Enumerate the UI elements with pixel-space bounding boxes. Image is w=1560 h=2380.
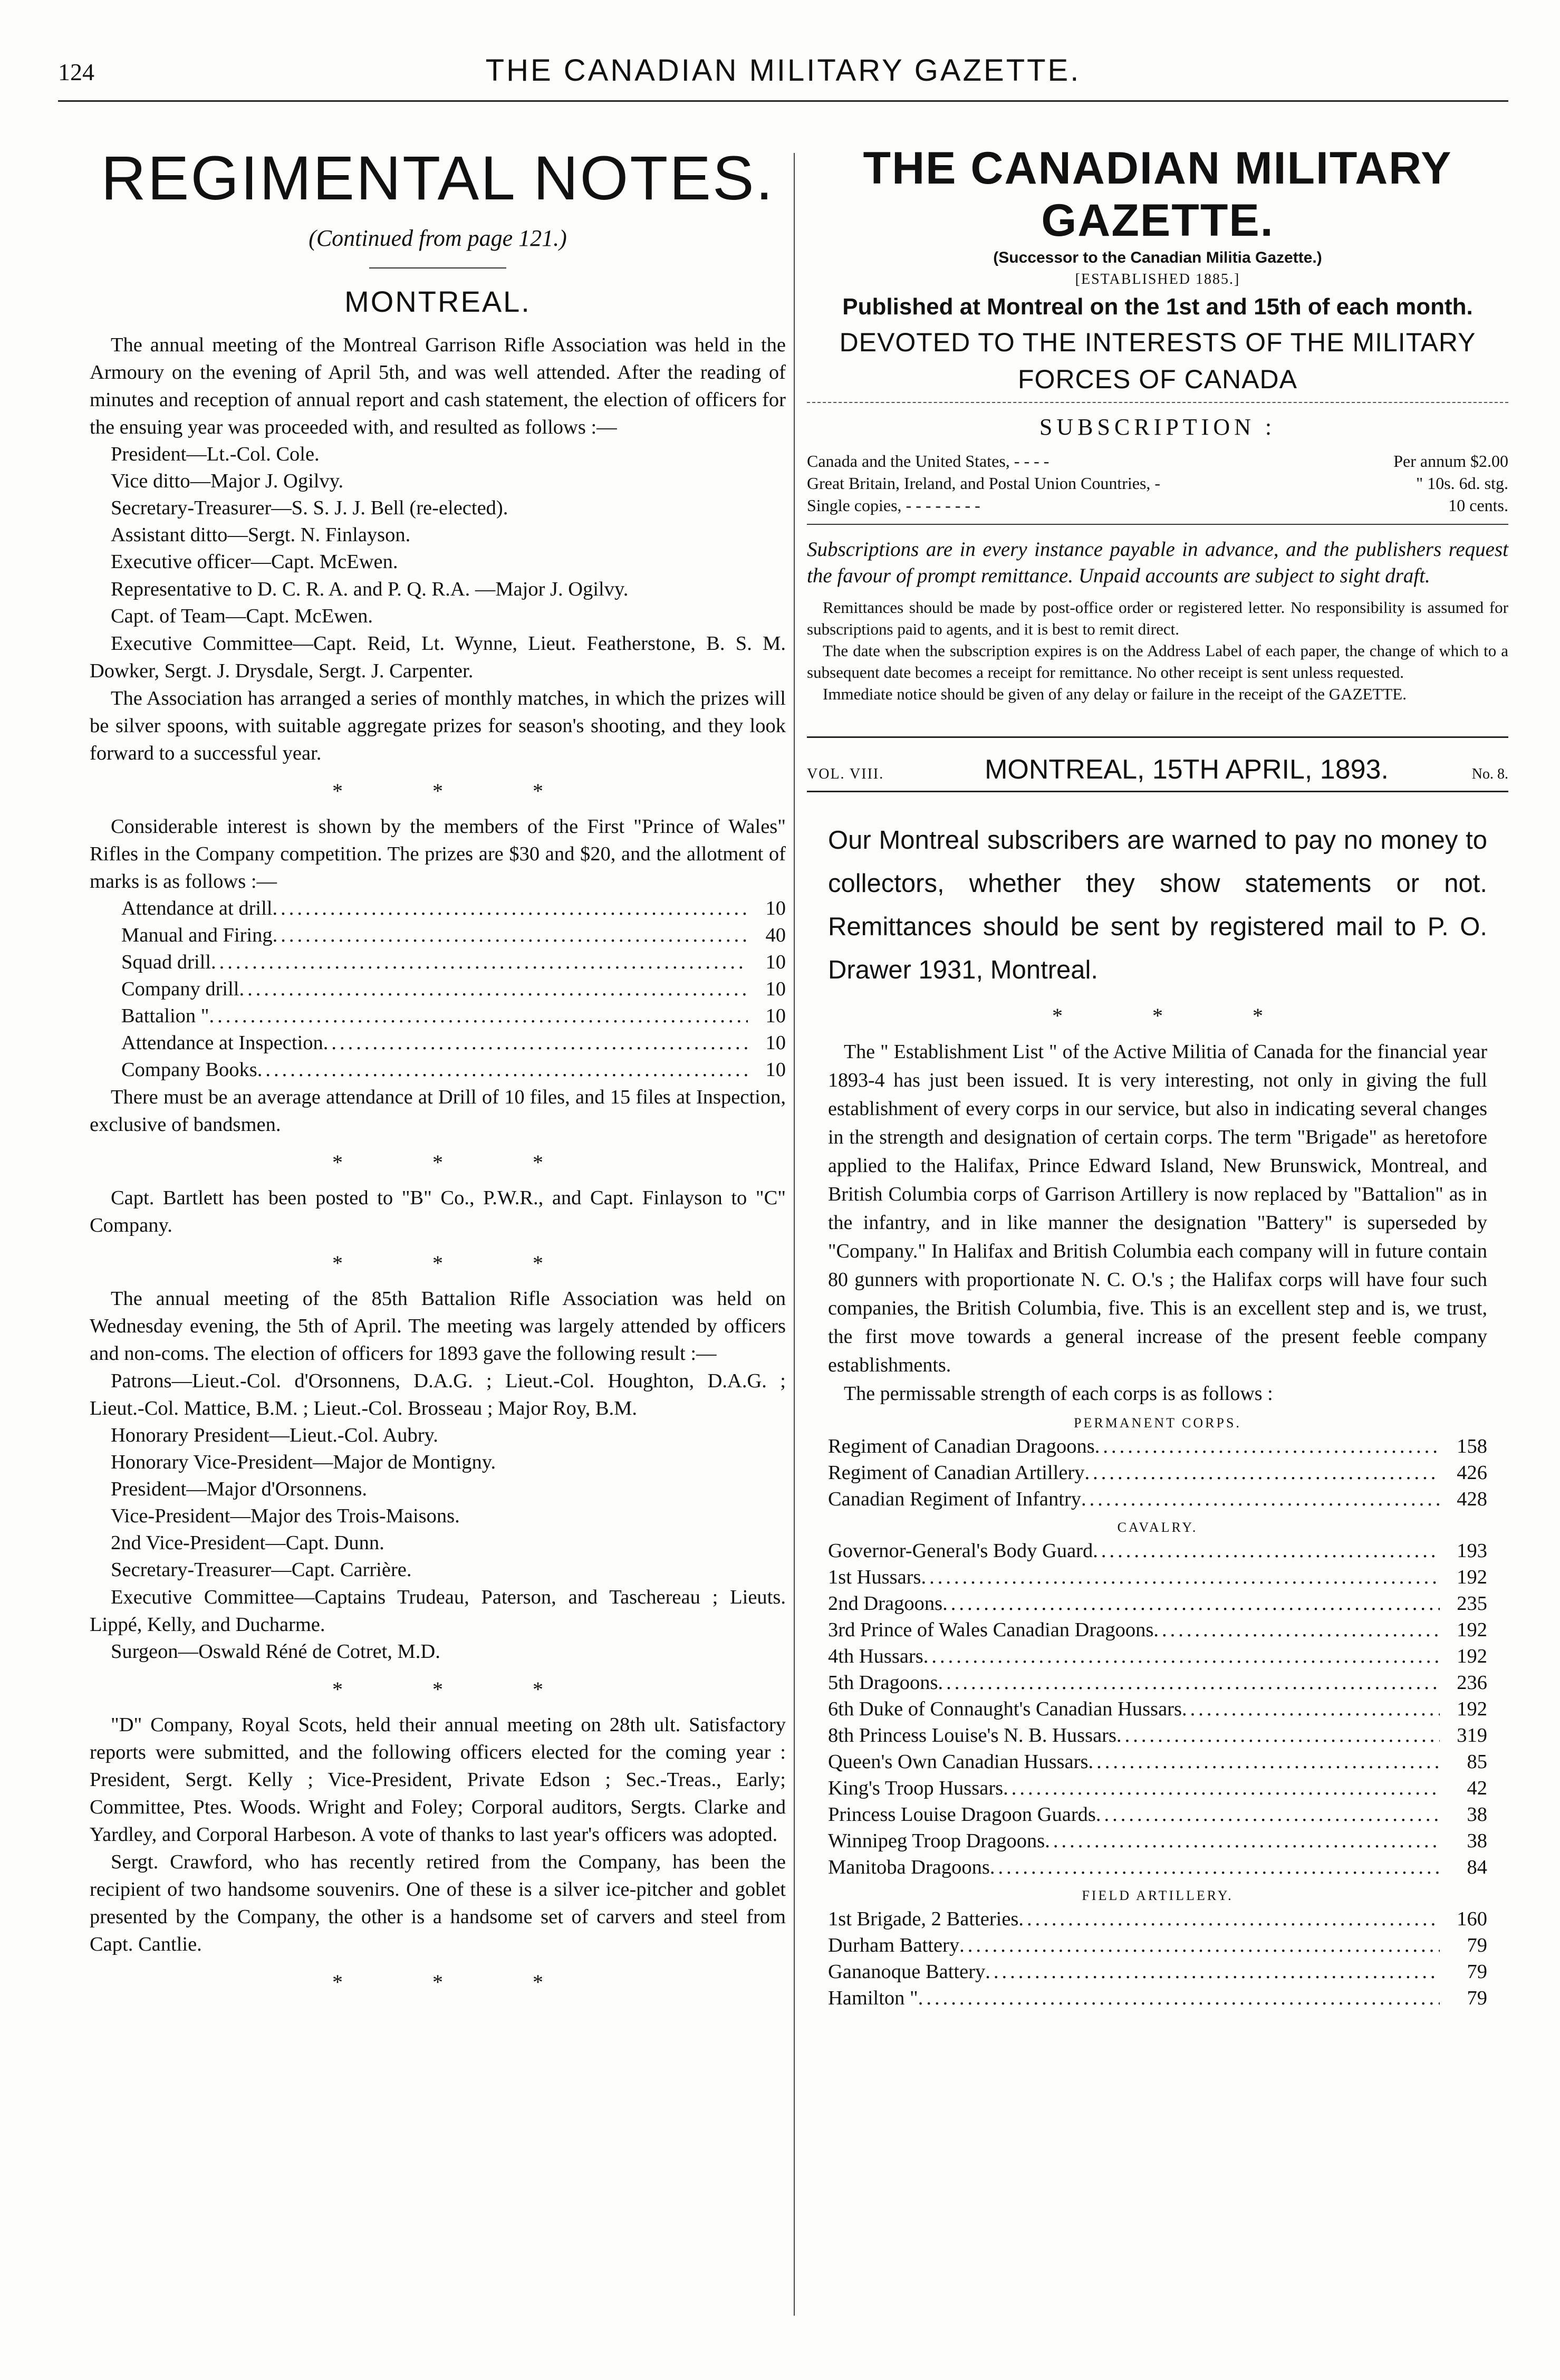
remittance-note: Remittances should be made by post-office order or registered letter. No responsibility is assumed for subscriptions paid to agents, and it is best to remit direct. [807,598,1508,638]
list-item: Vice ditto—Major J. Ogilvy. [111,470,344,492]
table-row [807,450,1508,472]
masthead-published: Published at Montreal on the 1st and 15th of each month. [842,294,1473,320]
section-break: * * * [332,1251,585,1275]
row-value: 319 [1457,1724,1487,1746]
table-row [807,494,1508,516]
list-item: Patrons—Lieut.-Col. d'Orsonnens, D.A.G. ; Lieut.-Col. Houghton, D.A.G. ; Lieut.-Col. Mattice, B.M. ; Lieut.-Col. Brosseau ; Major Roy, B.M. [90,1370,786,1419]
row-label: Company Books [121,1059,257,1081]
list-item: Secretary-Treasurer—S. S. J. J. Bell (re-elected). [111,497,508,519]
row-value: 10 [765,1005,786,1027]
list-item: Executive Committee—Capt. Reid, Lt. Wynne, Lieut. Featherstone, B. S. M. Dowker, Sergt. J. Drysdale, Sergt. J. Carpenter. [90,632,786,682]
divider [807,736,1508,738]
list-item: Vice-President—Major des Trois-Maisons. [111,1505,460,1527]
permanent-corps-table [807,1433,1508,1512]
list-item: Representative to D. C. R. A. and P. Q. R.A. —Major J. Ogilvy. [111,578,629,600]
section-break: * * * [332,1970,585,1994]
section-break: * * * [332,779,585,803]
row-label: Hamilton " [828,1987,918,2009]
table-row [90,1030,786,1057]
running-head [58,53,1508,100]
cavalry-table [807,1538,1508,1880]
list-item: Executive Committee—Captains Trudeau, Paterson, and Taschereau ; Lieuts. Lippé, Kelly, and Ducharme. [90,1586,786,1636]
rates-table [807,450,1508,516]
row-value: 79 [1467,1987,1487,2009]
paragraph: The annual meeting of the 85th Battalion Rifle Association was held on Wednesday evening, the 5th of April. The meeting was largely attended by officers and non-coms. The election of officers for 1893 gave the following result :— [90,1288,786,1365]
table-row [90,1003,786,1030]
divider [807,524,1508,525]
table-row [807,1828,1508,1854]
row-value: 10 [765,897,786,919]
rate-value: Per annum $2.00 [1393,452,1508,471]
row-value: 10 [765,978,786,1000]
subscription-heading: SUBSCRIPTION : [1039,414,1276,440]
row-value: 10 [765,1032,786,1054]
table-row [807,1460,1508,1486]
table-row [807,472,1508,494]
list-item: Secretary-Treasurer—Capt. Carrière. [111,1559,412,1581]
row-label: 4th Hussars [828,1645,923,1667]
row-label: Attendance at drill [121,897,273,919]
row-label: 8th Princess Louise's N. B. Hussars [828,1724,1116,1746]
row-value: 79 [1467,1934,1487,1956]
row-value: 235 [1457,1592,1487,1615]
row-value: 42 [1467,1777,1487,1799]
advance-notice: Subscriptions are in every instance payable in advance, and the publishers request the favour of prompt remittance. Unpaid accounts are subject to sight draft. [807,538,1508,587]
list-item: President—Major d'Orsonnens. [111,1478,367,1500]
table-row [807,1854,1508,1880]
row-value: 192 [1457,1645,1487,1667]
paragraph: The permissable strength of each corps is as follows : [844,1383,1273,1405]
row-value: 236 [1457,1672,1487,1694]
row-label: Manual and Firing [121,924,273,946]
row-label: Princess Louise Dragoon Guards [828,1803,1096,1826]
field-artillery-table [807,1906,1508,2011]
masthead-established: [ESTABLISHED 1885.] [1075,271,1240,287]
divider [807,791,1508,792]
row-label: Battalion " [121,1005,209,1027]
table-row [807,1617,1508,1643]
continued-note: (Continued from page 121.) [309,225,567,251]
page [58,21,1508,2363]
list-item: Assistant ditto—Sergt. N. Finlayson. [111,524,411,546]
row-value: 84 [1467,1856,1487,1878]
row-value: 38 [1467,1830,1487,1852]
row-label: Winnipeg Troop Dragoons [828,1830,1045,1852]
rate-label: Canada and the United States, - - - - [807,452,1049,471]
row-value: 40 [765,924,786,946]
row-value: 160 [1457,1908,1487,1930]
short-rule [369,267,506,268]
row-label: King's Troop Hussars [828,1777,1004,1799]
table-row [807,1669,1508,1696]
regimental-notes-heading: REGIMENTAL NOTES. [101,143,775,213]
category-heading: PERMANENT CORPS. [1074,1415,1241,1431]
table-row [807,1775,1508,1801]
row-label: 5th Dragoons [828,1672,938,1694]
paragraph: Sergt. Crawford, who has recently retired from the Company, has been the recipient of two handsome souvenirs. One of these is a silver ice-pitcher and goblet presented by the Company, the other is a handsome set of carvers and steel from Capt. Cantlie. [90,1851,786,1955]
table-row [90,922,786,949]
list-item: Executive officer—Capt. McEwen. [111,551,398,573]
table-row [807,1749,1508,1775]
table-row [90,949,786,976]
table-row [807,1564,1508,1590]
paragraph: There must be an average attendance at Drill of 10 files, and 15 files at Inspection, exclusive of bandsmen. [90,1086,786,1136]
subscriber-notice: Our Montreal subscribers are warned to pay no money to collectors, whether they show statements or not. Remittances should be sent by registered mail to P. O. Drawer 1931, Montreal. [828,826,1487,984]
divider [807,402,1508,403]
row-label: Regiment of Canadian Artillery [828,1462,1085,1484]
row-label: Company drill [121,978,239,1000]
row-value: 426 [1457,1462,1487,1484]
rate-value: " 10s. 6d. stg. [1416,474,1508,493]
column-divider [794,153,795,2316]
rate-value: 10 cents. [1448,496,1508,515]
row-label: 3rd Prince of Wales Canadian Dragoons [828,1619,1154,1641]
dateline: MONTREAL, 15TH APRIL, 1893. [985,754,1389,785]
table-row [807,1643,1508,1669]
row-value: 192 [1457,1698,1487,1720]
table-row [90,976,786,1003]
row-label: 2nd Dragoons [828,1592,943,1615]
section-break: * * * [332,1677,585,1701]
table-row [807,1590,1508,1617]
list-item: Surgeon—Oswald Réné de Cotret, M.D. [111,1640,440,1663]
row-value: 193 [1457,1540,1487,1562]
remittance-note: Immediate notice should be given of any delay or failure in the receipt of the GAZETTE. [823,685,1407,703]
list-item: President—Lt.-Col. Cole. [111,443,320,465]
header-rule [58,100,1508,102]
page-number: 124 [58,59,94,85]
table-row [807,1486,1508,1512]
row-label: Governor-General's Body Guard [828,1540,1093,1562]
paragraph: Capt. Bartlett has been posted to "B" Co., P.W.R., and Capt. Finlayson to "C" Company. [90,1187,786,1236]
officer-list [90,1367,786,1665]
paragraph: Considerable interest is shown by the members of the First "Prince of Wales" Rifles in the Company competition. The prizes are $30 and $20, and the allotment of marks is as follows :— [90,815,786,893]
section-break: * * * [1052,1004,1305,1028]
row-label: Squad drill [121,951,211,973]
table-row [807,1959,1508,1985]
table-row [90,895,786,922]
volume-label: VOL. VIII. [807,766,884,782]
left-column [90,142,786,2004]
remittance-note: The date when the subscription expires is on the Address Label of each paper, the change of which to a subsequent date becomes a receipt for remittance. No other receipt is sent unless requested. [807,641,1508,682]
row-label: Queen's Own Canadian Hussars [828,1751,1089,1773]
row-label: Canadian Regiment of Infantry [828,1488,1082,1510]
row-value: 428 [1457,1488,1487,1510]
row-label: Gananoque Battery [828,1961,986,1983]
row-label: 1st Hussars [828,1566,921,1588]
table-row [807,1433,1508,1460]
row-label: Attendance at Inspection [121,1032,323,1054]
paragraph: The annual meeting of the Montreal Garrison Rifle Association was held in the Armoury on the evening of April 5th, and was well attended. After the reading of minutes and reception of annual report and cash statement, the election of officers for the ensuing year was proceeded with, and resulted as follows :— [90,334,786,438]
table-row [807,1906,1508,1932]
list-item: Honorary President—Lieut.-Col. Aubry. [111,1424,438,1446]
table-row [90,1057,786,1083]
table-row [807,1801,1508,1828]
category-heading: CAVALRY. [1117,1520,1198,1535]
row-value: 85 [1467,1751,1487,1773]
masthead-title: THE CANADIAN MILITARY GAZETTE. [863,143,1452,246]
row-label: 6th Duke of Connaught's Canadian Hussars [828,1698,1182,1720]
paragraph: "D" Company, Royal Scots, held their annual meeting on 28th ult. Satisfactory reports were submitted, and the following officers elected for the coming year : President, Sergt. Kelly ; Vice-President, Private Edson ; Sec.-Treas., Early; Committee, Ptes. Woods. Wright and Foley; Corporal auditors, Sergts. Clarke and Yardley, and Corporal Harbeson. A vote of thanks to last year's officers was adopted. [90,1714,786,1846]
paragraph: The " Establishment List " of the Active Militia of Canada for the financial year 1893-4 has just been issued. It is very interesting, not only in giving the full establishment of every corps in our service, but also in indicating several changes in the strength and designation of certain corps. The term "Brigade" as heretofore applied to the Halifax, Prince Edward Island, New Brunswick, Montreal, and British Columbia corps of Garrison Artillery is now replaced by "Battalion" as in the infantry, and in like manner the designation "Battery" is superseded by "Company." In Halifax and British Columbia each company will in future contain 80 gunners with proportionate N. C. O.'s ; the Halifax corps will have four such companies, the British Columbia, five. This is an excellent step and is, we trust, the first move towards a general increase of the present feeble company establishments. [828,1041,1487,1376]
list-item: Capt. of Team—Capt. McEwen. [111,605,373,627]
row-label: Manitoba Dragoons [828,1856,990,1878]
officer-list [90,441,786,685]
row-value: 192 [1457,1566,1487,1588]
table-row [807,1722,1508,1749]
rate-label: Single copies, - - - - - - - - [807,496,980,515]
masthead-devoted: DEVOTED TO THE INTERESTS OF THE MILITARY FORCES OF CANADA [839,328,1476,394]
table-row [807,1696,1508,1722]
rate-label: Great Britain, Ireland, and Postal Union Countries, - [807,474,1161,493]
row-value: 10 [765,1059,786,1081]
table-row [807,1932,1508,1959]
row-value: 38 [1467,1803,1487,1826]
paragraph: The Association has arranged a series of monthly matches, in which the prizes will be silver spoons, with suitable aggregate prizes for season's shooting, and they look forward to a successful year. [90,687,786,764]
table-row [807,1985,1508,2011]
row-label: 1st Brigade, 2 Batteries [828,1908,1019,1930]
row-label: Durham Battery [828,1934,960,1956]
marks-table [90,895,786,1083]
row-value: 10 [765,951,786,973]
montreal-subheading: MONTREAL. [344,285,531,318]
issue-number: No. 8. [1471,766,1508,782]
section-break: * * * [332,1150,585,1174]
table-row [807,1538,1508,1564]
row-value: 158 [1457,1435,1487,1457]
category-heading: FIELD ARTILLERY. [1082,1888,1234,1903]
list-item: Honorary Vice-President—Major de Montigny. [111,1451,496,1473]
running-title: THE CANADIAN MILITARY GAZETTE. [485,53,1081,88]
list-item: 2nd Vice-President—Capt. Dunn. [111,1532,384,1554]
dateline-row [807,754,1508,785]
row-value: 79 [1467,1961,1487,1983]
row-value: 192 [1457,1619,1487,1641]
row-label: Regiment of Canadian Dragoons [828,1435,1095,1457]
masthead-successor: (Successor to the Canadian Militia Gazette.) [993,249,1322,266]
right-column [807,142,1508,2011]
